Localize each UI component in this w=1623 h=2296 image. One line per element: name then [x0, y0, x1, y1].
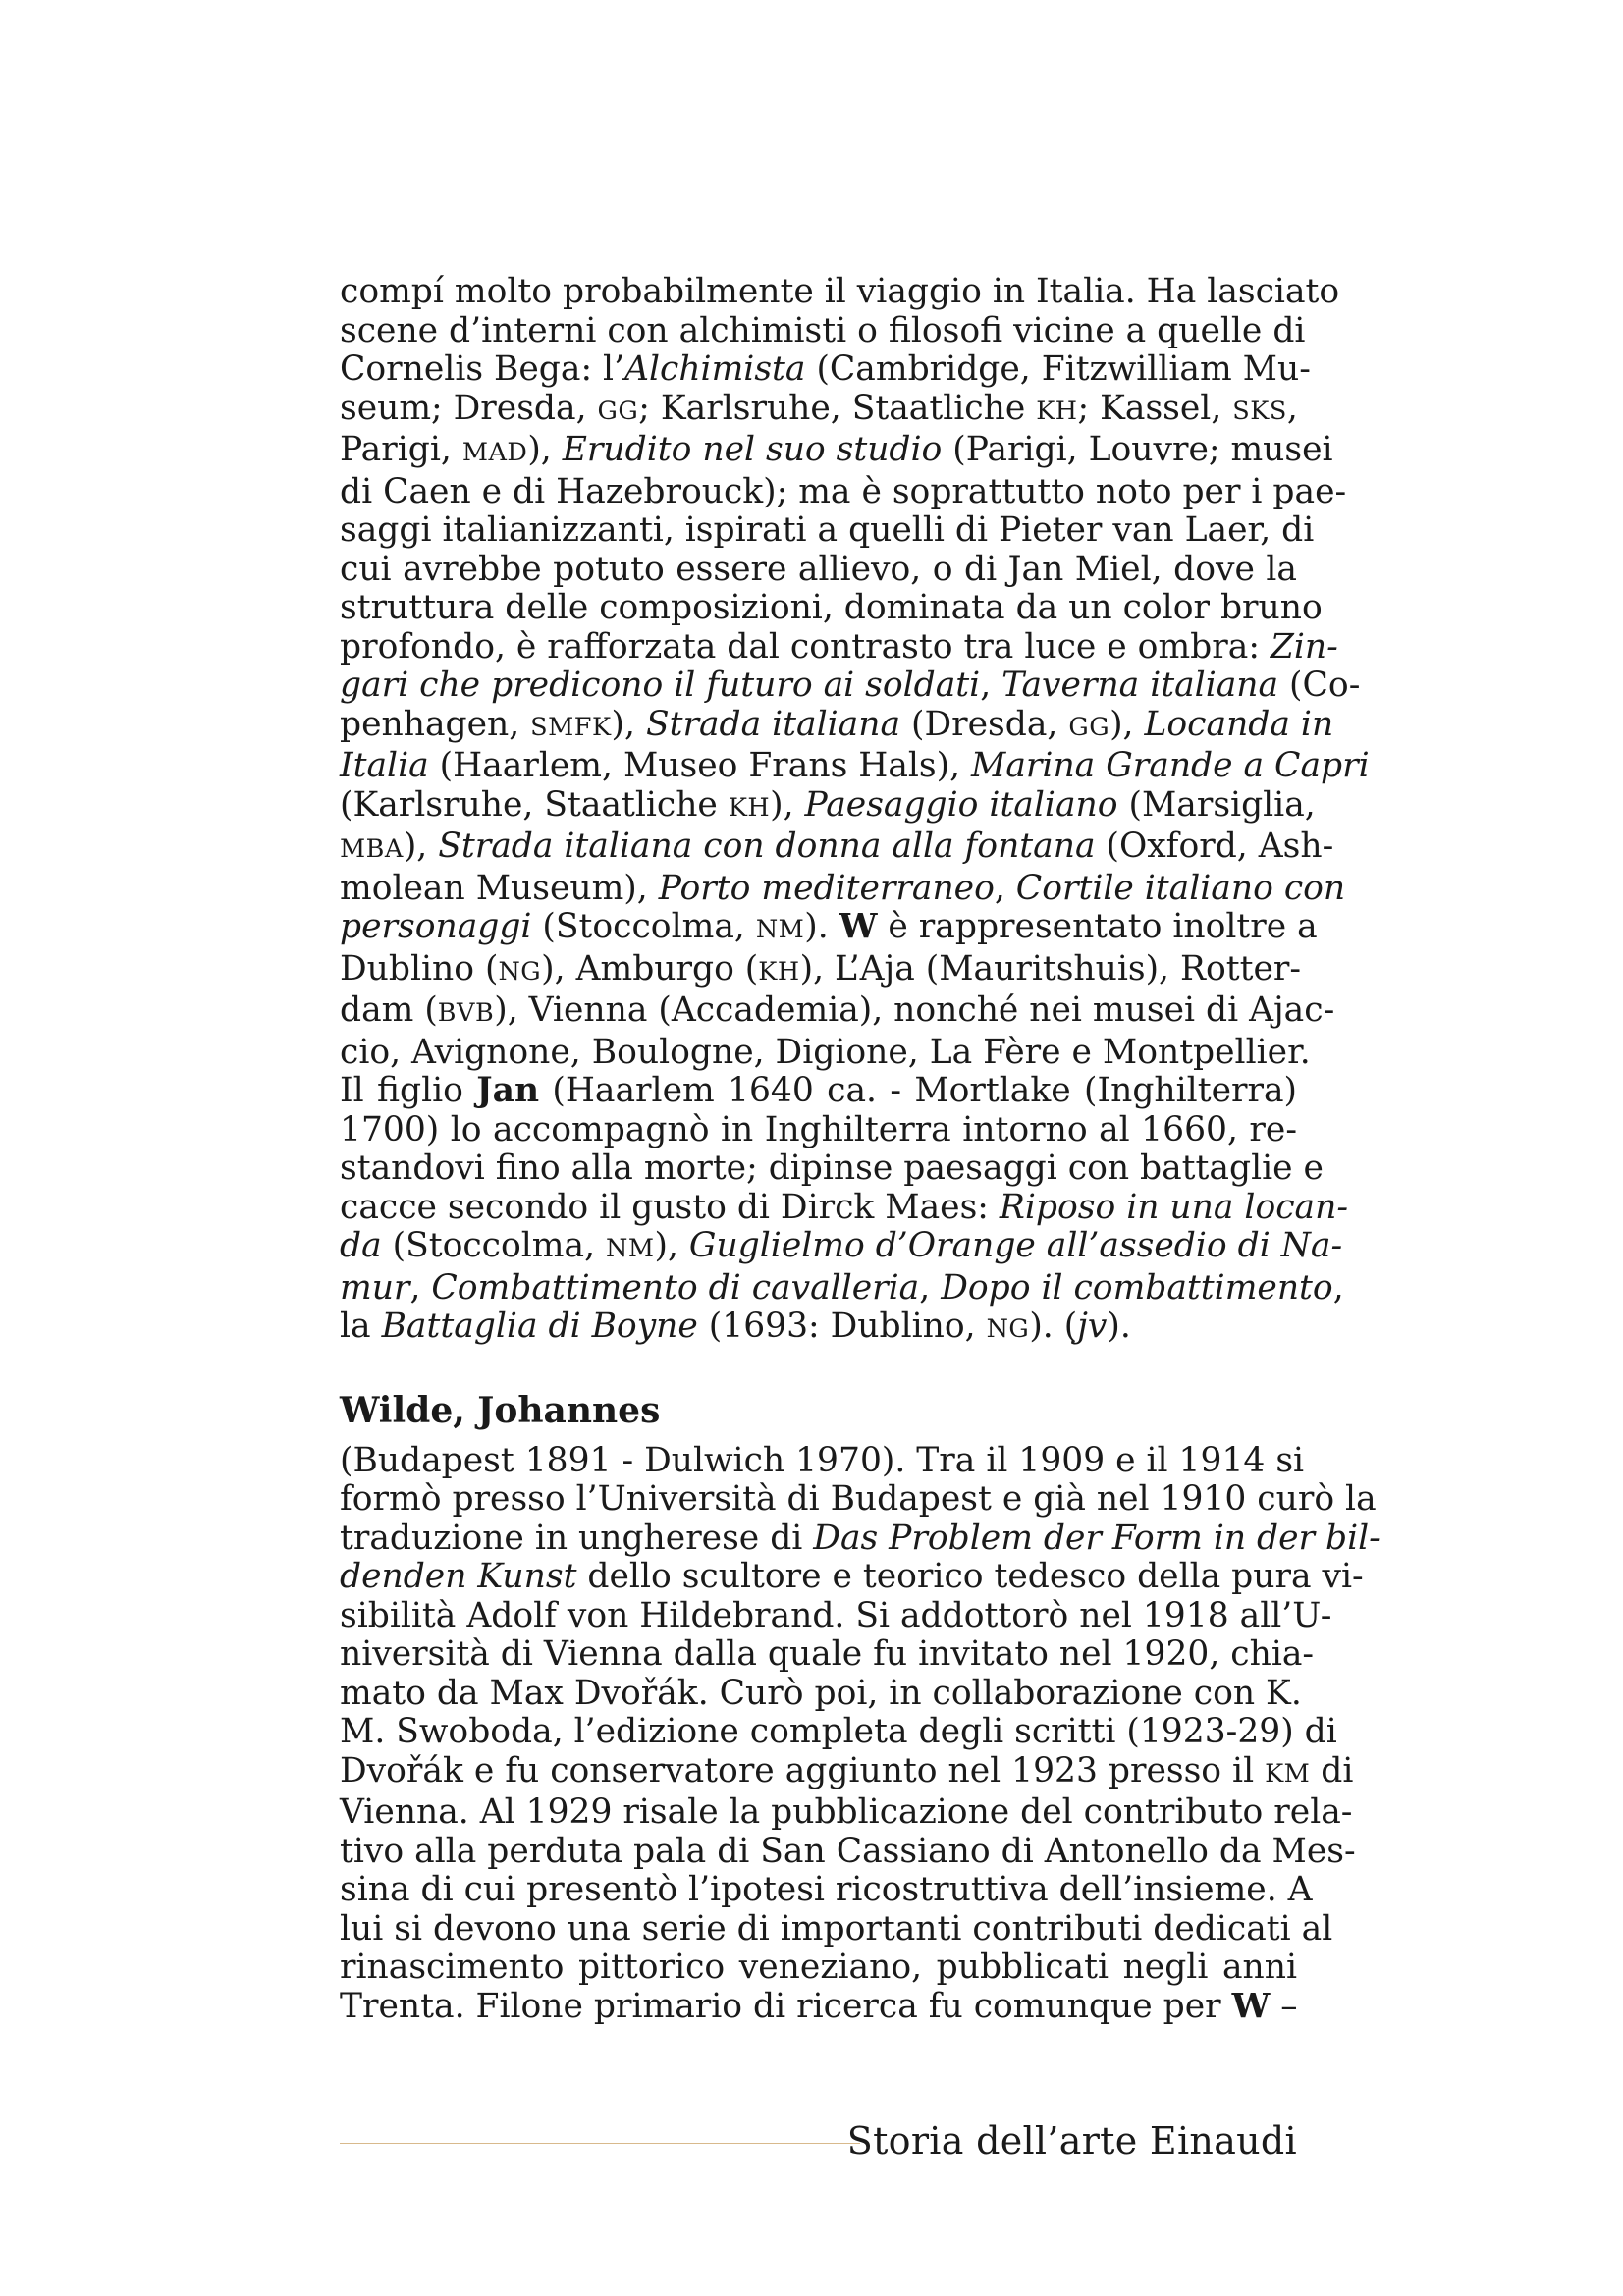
text-run: ), L’Aja (Mauritshuis), Rotter-: [799, 948, 1302, 988]
text-line: [340, 551, 1297, 590]
museum-abbrev: KH: [728, 792, 771, 823]
museum-abbrev: KM: [1265, 1758, 1311, 1789]
text-run: standovi fino alla morte; dipinse paesaggi con battaglie e: [340, 1148, 1324, 1188]
text-run: Cornelis Bega: l’: [340, 349, 625, 389]
text-run: ,: [1286, 388, 1298, 428]
footer-title: Storia dell’arte Einaudi: [846, 2119, 1297, 2163]
museum-abbrev: KH: [758, 956, 800, 987]
italic-title: denden Kunst: [340, 1557, 577, 1596]
text-line: [340, 1072, 1297, 1111]
bold-name: W: [839, 907, 878, 946]
text-line: [340, 272, 1340, 312]
text-line: [340, 666, 1361, 706]
italic-title: Porto mediterraneo: [658, 868, 995, 908]
italic-title: Locanda in: [1144, 704, 1334, 744]
italic-title: gari che predicono il futuro ai soldati: [340, 666, 981, 705]
text-line: [340, 1479, 1377, 1520]
italic-title: da: [340, 1226, 382, 1265]
text-run: ,: [409, 1267, 432, 1308]
text-line: [340, 1712, 1337, 1752]
text-run: ; Karlsruhe, Staatliche: [638, 388, 1037, 428]
museum-abbrev: SKS: [1232, 396, 1287, 426]
text-line: [340, 1440, 1305, 1481]
text-run: ).: [804, 907, 839, 946]
italic-title: Combattimento di cavalleria: [431, 1267, 920, 1308]
text-run: cacce secondo il gusto di Dirck Maes:: [340, 1187, 1000, 1227]
text-run: molean Museum),: [340, 868, 659, 908]
museum-abbrev: GG: [597, 396, 639, 426]
text-line: [340, 1634, 1315, 1675]
text-run: (1693: Dublino,: [697, 1307, 987, 1346]
text-run: (Karlsruhe, Staatliche: [340, 784, 729, 825]
text-line: [340, 1673, 1302, 1714]
text-line: [340, 430, 1333, 473]
text-run: Dvořák e fu conservatore aggiunto nel 1923 presso il: [340, 1750, 1266, 1790]
italic-title: Dopo il combattimento: [941, 1267, 1333, 1308]
italic-title: Alchimista: [624, 349, 806, 389]
entry-heading: Wilde, Johannes: [340, 1389, 661, 1431]
museum-abbrev: SMFK: [530, 712, 612, 742]
text-run: cui avrebbe potuto essere allievo, o di Jan Miel, dove la: [340, 549, 1297, 589]
text-run: dello scultore e teorico tedesco della pura vi-: [576, 1557, 1364, 1596]
museum-abbrev: NG: [986, 1314, 1030, 1344]
museum-abbrev: NM: [606, 1234, 655, 1263]
text-line: [340, 349, 1311, 390]
text-run: profondo, è rafforzata dal contrasto tra luce e ombra:: [340, 626, 1271, 667]
text-line: [340, 704, 1334, 748]
text-run: struttura delle composizioni, dominata da un color bruno: [340, 588, 1323, 627]
text-line: [340, 827, 1334, 870]
text-run: Il figlio: [340, 1071, 477, 1110]
text-line: [340, 907, 1318, 950]
text-run: tivo alla perduta pala di San Cassiano di Antonello da Mes-: [340, 1831, 1356, 1871]
italic-title: Strada italiana con donna alla fontana: [438, 827, 1096, 866]
italic-title: jv: [1077, 1307, 1108, 1346]
text-line: [340, 1595, 1332, 1636]
text-run: ),: [403, 827, 439, 866]
text-line: [340, 1557, 1364, 1597]
text-run: (Parigi, Louvre; musei: [942, 430, 1333, 469]
text-run: ),: [1109, 704, 1145, 744]
text-line: [340, 1032, 1311, 1073]
text-run: Parigi,: [340, 430, 462, 469]
text-run: (Cambridge, Fitzwilliam Mu-: [805, 349, 1311, 389]
museum-abbrev: BVB: [437, 998, 495, 1028]
text-run: niversità di Vienna dalla quale fu invitato nel 1920, chia-: [340, 1634, 1315, 1674]
italic-title: Strada italiana: [645, 704, 901, 744]
text-run: dam (: [340, 990, 438, 1030]
text-line: [340, 1988, 1297, 2027]
footer-rule: [340, 2143, 860, 2144]
text-run: Vienna. Al 1929 risale la pubblicazione del contributo rela-: [340, 1792, 1353, 1832]
text-run: (Haarlem 1640 ca. - Mortlake (Inghilterra): [539, 1071, 1298, 1110]
text-run: di: [1310, 1750, 1354, 1790]
text-line: [340, 310, 1306, 351]
text-line: [340, 868, 1346, 909]
text-line: [340, 746, 1370, 786]
text-run: (Stoccolma,: [531, 907, 756, 946]
text-run: –: [1270, 1986, 1298, 2026]
text-run: (Co-: [1278, 666, 1361, 705]
text-run: compí molto probabilmente il viaggio in Italia. Ha lasciato: [340, 272, 1340, 311]
text-line: [340, 626, 1338, 667]
text-run: di Caen e di Hazebrouck); ma è soprattutto noto per i pae-: [340, 471, 1347, 511]
text-run: (Oxford, Ash-: [1095, 827, 1334, 866]
italic-title: Battaglia di Boyne: [381, 1307, 698, 1346]
text-run: penhagen,: [340, 704, 531, 744]
entry-text-continued: [340, 272, 1370, 1350]
bold-name: W: [1231, 1986, 1271, 2026]
text-run: la: [340, 1307, 382, 1346]
text-column: [340, 272, 1380, 2026]
museum-abbrev: MBA: [340, 834, 404, 864]
text-line: [340, 510, 1315, 551]
text-run: M. Swoboda, l’edizione completa degli scritti (1923-29) di: [340, 1712, 1337, 1751]
text-run: mato da Max Dvořák. Curò poi, in collaborazione con K.: [340, 1673, 1302, 1713]
text-run: cio, Avignone, Boulogne, Digione, La Fère e Montpellier.: [340, 1032, 1311, 1072]
text-line: [340, 1831, 1356, 1872]
italic-title: Das Problem der Form in der bil-: [813, 1518, 1380, 1558]
text-run: lui si devono una serie di importanti contributi dedicati al: [340, 1908, 1333, 1949]
italic-title: Riposo in una locan-: [999, 1187, 1348, 1227]
text-run: ; Kassel,: [1077, 388, 1233, 428]
text-run: (Dresda,: [900, 704, 1069, 744]
text-run: scene d’interni con alchimisti o filosofi vicine a quelle di: [340, 310, 1306, 350]
text-run: traduzione in ungherese di: [340, 1518, 814, 1558]
text-run: ),: [527, 430, 563, 469]
text-line: [340, 471, 1347, 512]
text-line: [340, 1792, 1353, 1833]
italic-title: Taverna italiana: [1001, 666, 1279, 705]
text-line: [340, 948, 1302, 992]
italic-title: personaggi: [340, 907, 532, 946]
text-run: ,: [994, 868, 1016, 908]
text-run: è rappresentato inoltre a: [877, 907, 1318, 946]
text-line: [340, 1111, 1297, 1150]
italic-title: Italia: [340, 746, 429, 785]
text-line: [340, 588, 1323, 628]
text-run: ), Vienna (Accademia), nonché nei musei di Ajac-: [494, 990, 1335, 1030]
text-run: ),: [654, 1226, 689, 1265]
italic-title: Zin-: [1270, 626, 1338, 667]
text-run: sibilità Adolf von Hildebrand. Si addottorò nel 1918 all’U-: [340, 1595, 1332, 1635]
text-line: [340, 784, 1316, 828]
text-run: Trenta. Filone primario di ricerca fu comunque per: [340, 1986, 1232, 2026]
text-run: seum; Dresda,: [340, 388, 598, 428]
text-line: [340, 1870, 1313, 1910]
text-run: (Haarlem, Museo Frans Hals),: [428, 746, 972, 785]
italic-title: Erudito nel suo studio: [562, 430, 943, 469]
italic-title: mur: [340, 1267, 410, 1308]
italic-title: Cortile italiano con: [1015, 868, 1346, 908]
text-run: (Budapest 1891 - Dulwich 1970). Tra il 1909 e il 1914 si: [340, 1440, 1305, 1480]
museum-abbrev: NG: [498, 956, 542, 987]
entry-text-wilde: [340, 1440, 1380, 2027]
text-run: ),: [611, 704, 646, 744]
text-run: ),: [770, 784, 805, 825]
text-run: (Marsiglia,: [1117, 784, 1316, 825]
italic-title: Marina Grande a Capri: [971, 746, 1370, 785]
text-line: [340, 1949, 1297, 1988]
text-line: [340, 1308, 1297, 1350]
text-line: [340, 990, 1335, 1034]
text-run: ,: [980, 666, 1002, 705]
museum-abbrev: MAD: [461, 438, 528, 467]
text-run: ).: [1107, 1307, 1131, 1346]
text-run: ,: [919, 1267, 942, 1308]
text-run: 1700) lo accompagnò in Inghilterra intorno al 1660, re-: [340, 1109, 1297, 1149]
italic-title: Paesaggio italiano: [804, 784, 1118, 825]
text-run: saggi italianizzanti, ispirati a quelli di Pieter van Laer, di: [340, 510, 1315, 550]
museum-abbrev: GG: [1068, 712, 1110, 742]
text-line: [340, 1148, 1324, 1189]
text-line: [340, 1750, 1354, 1794]
text-run: ), Amburgo (: [541, 948, 759, 988]
text-run: ). (: [1029, 1307, 1078, 1346]
italic-title: Guglielmo d’Orange all’assedio di Na-: [688, 1226, 1343, 1265]
text-run: sina di cui presentò l’ipotesi ricostruttiva dell’insieme. A: [340, 1870, 1313, 1909]
text-run: (Stoccolma,: [381, 1226, 607, 1265]
text-run: ,: [1332, 1267, 1344, 1308]
bold-name: Jan: [476, 1071, 540, 1110]
text-line: [340, 1267, 1344, 1308]
text-line: [340, 1187, 1348, 1228]
text-run: Dublino (: [340, 948, 499, 988]
text-line: [340, 1518, 1380, 1559]
museum-abbrev: NM: [755, 915, 805, 944]
text-run: formò presso l’Università di Budapest e già nel 1910 curò la: [340, 1479, 1377, 1519]
museum-abbrev: KH: [1036, 396, 1078, 426]
text-line: [340, 390, 1297, 432]
text-run: rinascimento pittorico veneziano, pubblicati negli anni: [340, 1948, 1297, 1987]
text-line: [340, 1908, 1333, 1949]
text-line: [340, 1226, 1343, 1269]
